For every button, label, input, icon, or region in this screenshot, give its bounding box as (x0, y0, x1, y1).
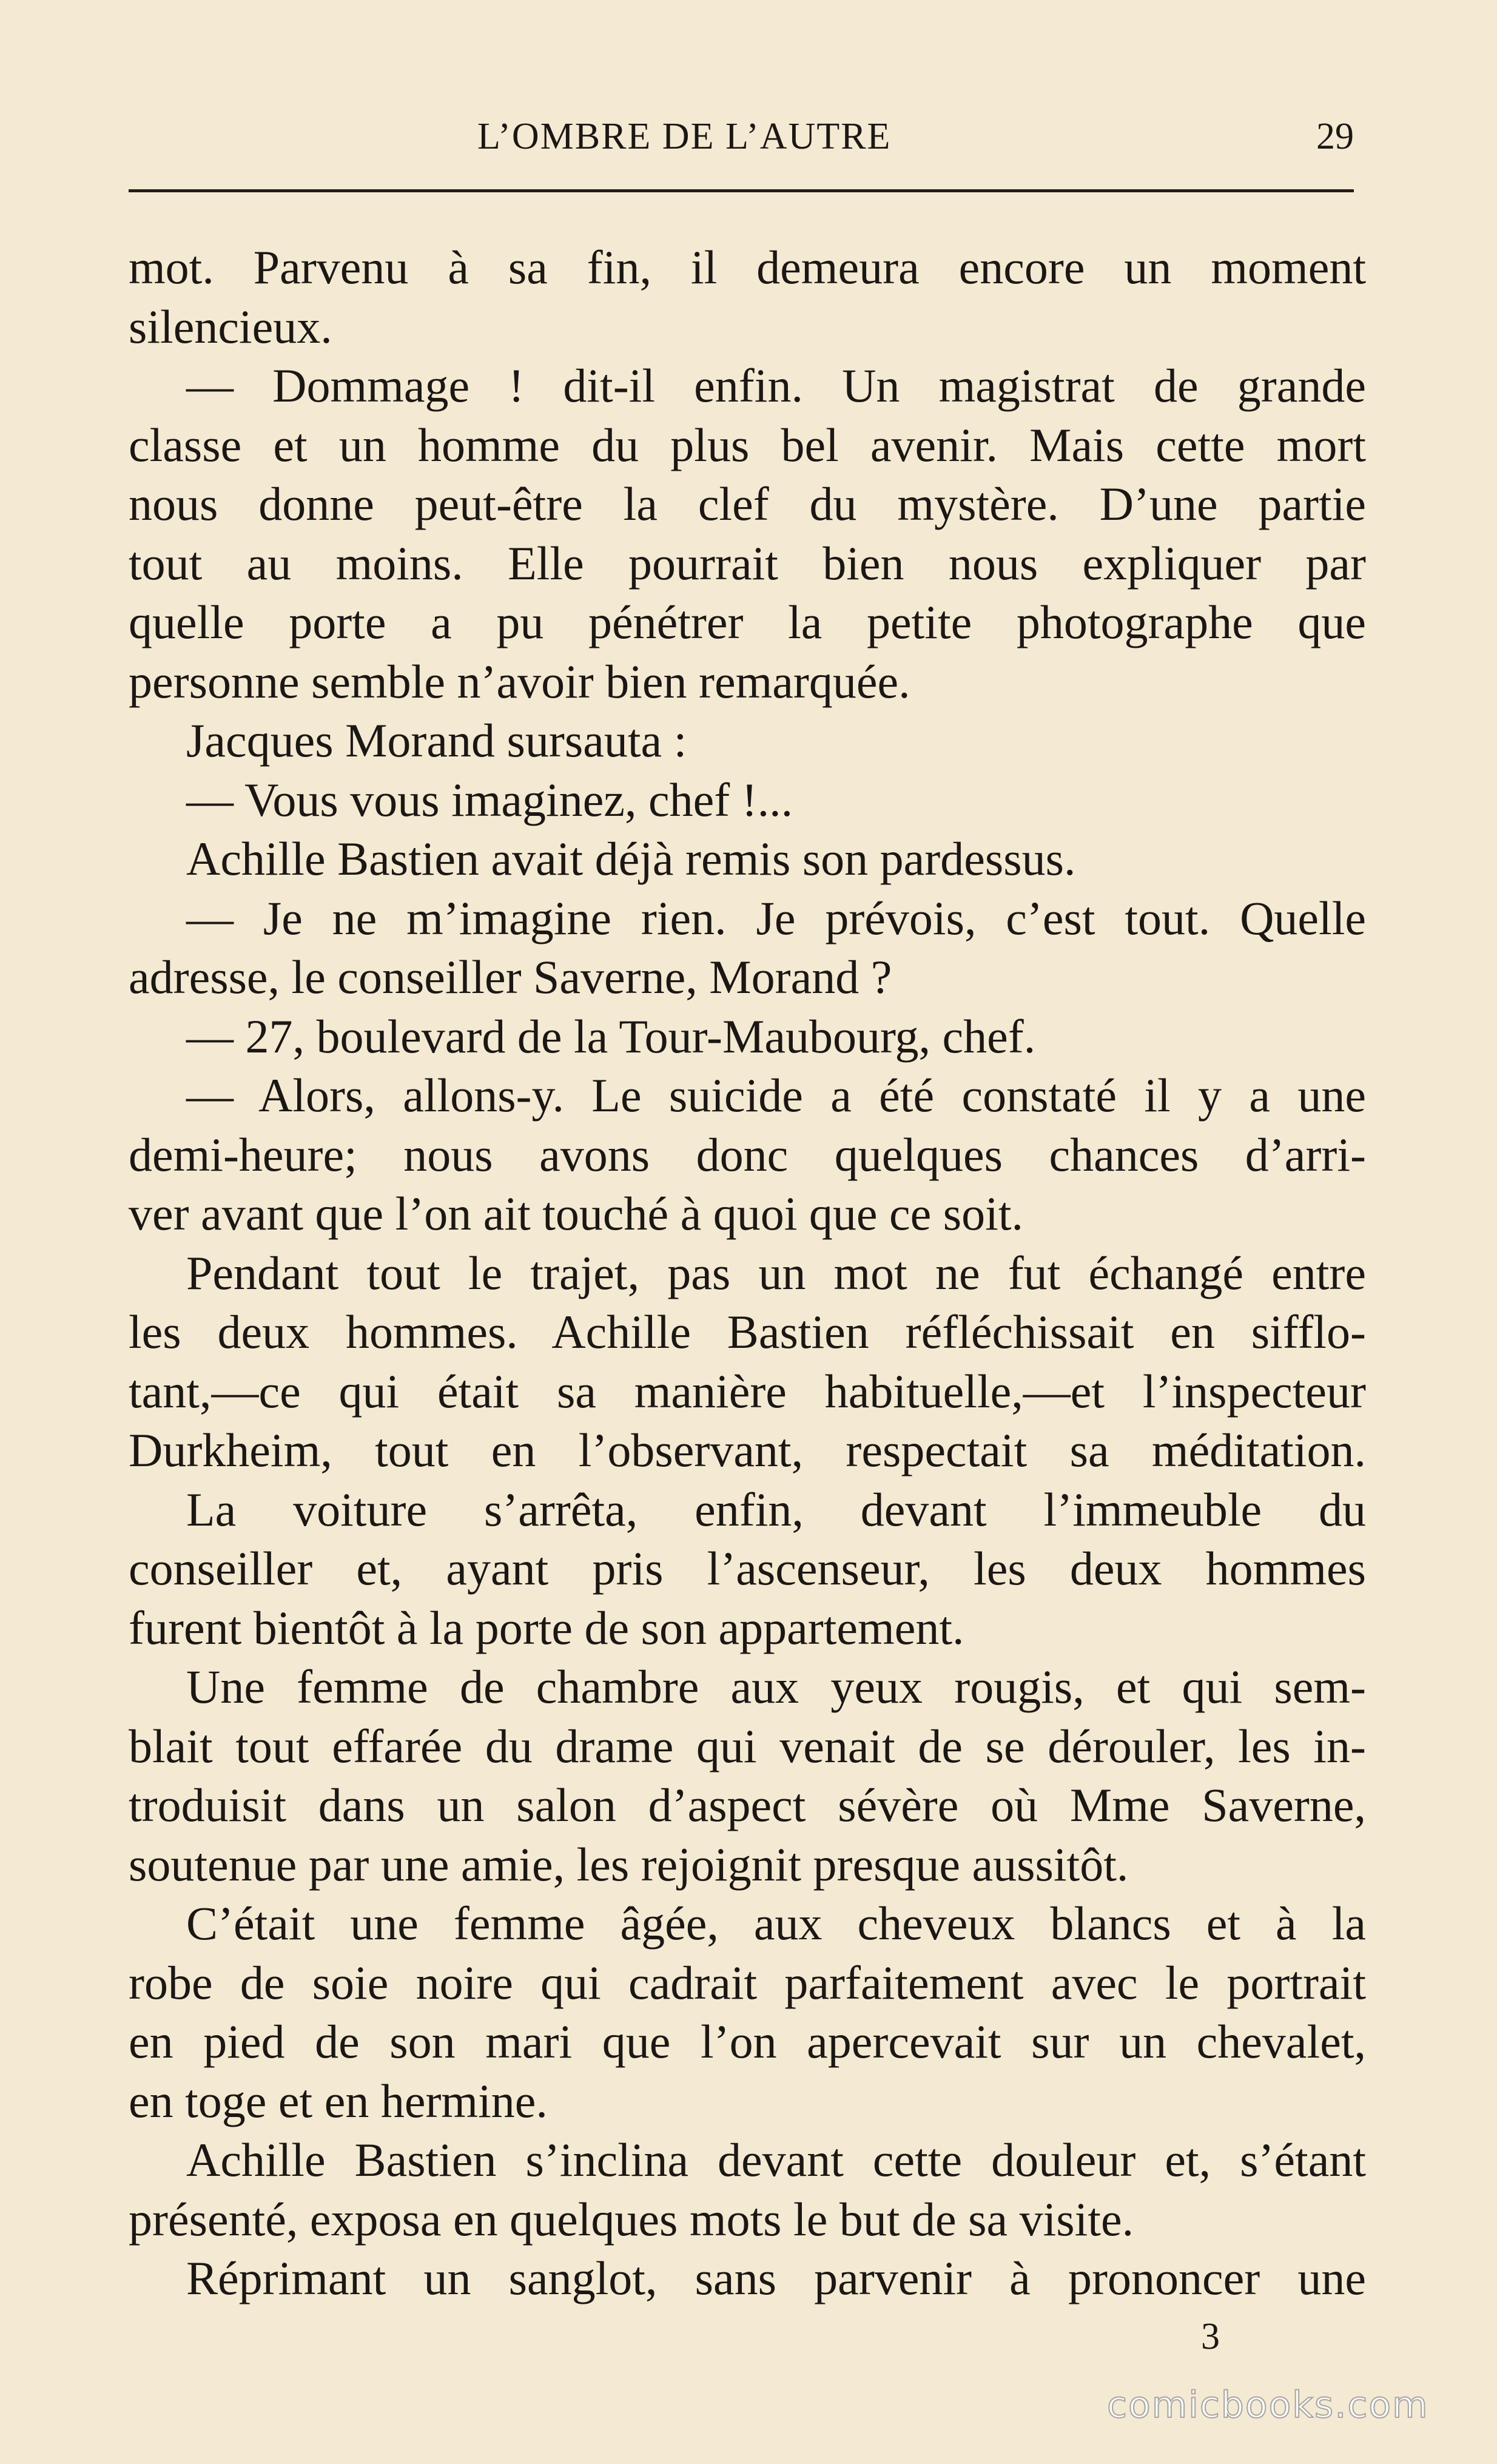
text-line: C’était une femme âgée, aux cheveux blancs et à la (186, 1897, 1366, 1950)
text-line: mot. Parvenu à sa fin, il demeura encore un moment (129, 241, 1366, 294)
text-line: Jacques Morand sursauta : (186, 714, 687, 767)
signature-mark: 3 (1201, 2316, 1220, 2357)
text-line: robe de soie noire qui cadrait parfaitement avec le portrait (129, 1956, 1366, 2009)
text-line: tant,—ce qui était sa manière habituelle,—et l’inspecteur (129, 1364, 1366, 1418)
running-title: L’OMBRE DE L’AUTRE (477, 116, 892, 157)
text-line: Achille Bastien avait déjà remis son pardessus. (186, 832, 1076, 885)
text-line: conseiller et, ayant pris l’ascenseur, les deux hommes (129, 1542, 1366, 1595)
running-head (129, 109, 1354, 164)
header-rule (129, 189, 1354, 192)
text-line: demi-heure; nous avons donc quelques chances d’arri- (129, 1128, 1366, 1181)
text-line: — Je ne m’imagine rien. Je prévois, c’est tout. Quelle (186, 891, 1366, 944)
text-line: — Vous vous imaginez, chef !... (186, 773, 793, 826)
text-line: soutenue par une amie, les rejoignit presque aussitôt. (129, 1837, 1129, 1891)
text-line: en toge et en hermine. (129, 2074, 548, 2127)
text-line: Une femme de chambre aux yeux rougis, et qui sem- (186, 1660, 1366, 1713)
text-line: — Dommage ! dit-il enfin. Un magistrat de grande (186, 359, 1366, 412)
watermark: comicbooks.com (1107, 2384, 1429, 2426)
page-number: 29 (1316, 116, 1354, 157)
text-line: silencieux. (129, 300, 332, 353)
text-line: furent bientôt à la porte de son appartement. (129, 1601, 964, 1654)
text-line: troduisit dans un salon d’aspect sévère où Mme Saverne, (129, 1779, 1366, 1831)
text-line: adresse, le conseiller Saverne, Morand ? (129, 951, 892, 1003)
text-line: personne semble n’avoir bien remarquée. (129, 655, 910, 708)
text-line: blait tout effarée du drame qui venait de se dérouler, les in- (129, 1719, 1366, 1772)
text-line: en pied de son mari que l’on apercevait sur un chevalet, (129, 2015, 1366, 2068)
text-line: nous donne peut-être la clef du mystère. D’une partie (129, 477, 1366, 530)
text-line: Pendant tout le trajet, pas un mot ne fut échangé entre (186, 1246, 1366, 1299)
text-line: — Alors, allons-y. Le suicide a été constaté il y a une (186, 1069, 1366, 1122)
text-line: classe et un homme du plus bel avenir. Mais cette mort (129, 418, 1366, 471)
text-line: présenté, exposa en quelques mots le but de sa visite. (129, 2192, 1134, 2246)
text-line: tout au moins. Elle pourrait bien nous expliquer par (129, 536, 1366, 590)
text-line: — 27, boulevard de la Tour-Maubourg, chef. (186, 1009, 1036, 1063)
text-line: les deux hommes. Achille Bastien réfléchissait en sifflo- (129, 1305, 1366, 1358)
text-line: ver avant que l’on ait touché à quoi que ce soit. (129, 1187, 1023, 1240)
body-text (129, 238, 1366, 2308)
text-line: Réprimant un sanglot, sans parvenir à prononcer une (186, 2252, 1366, 2304)
text-line: La voiture s’arrêta, enfin, devant l’immeuble du (186, 1483, 1366, 1536)
text-line: Durkheim, tout en l’observant, respectait sa méditation. (129, 1424, 1366, 1476)
text-line: quelle porte a pu pénétrer la petite photographe que (129, 596, 1366, 648)
text-line: Achille Bastien s’inclina devant cette douleur et, s’étant (186, 2133, 1366, 2186)
